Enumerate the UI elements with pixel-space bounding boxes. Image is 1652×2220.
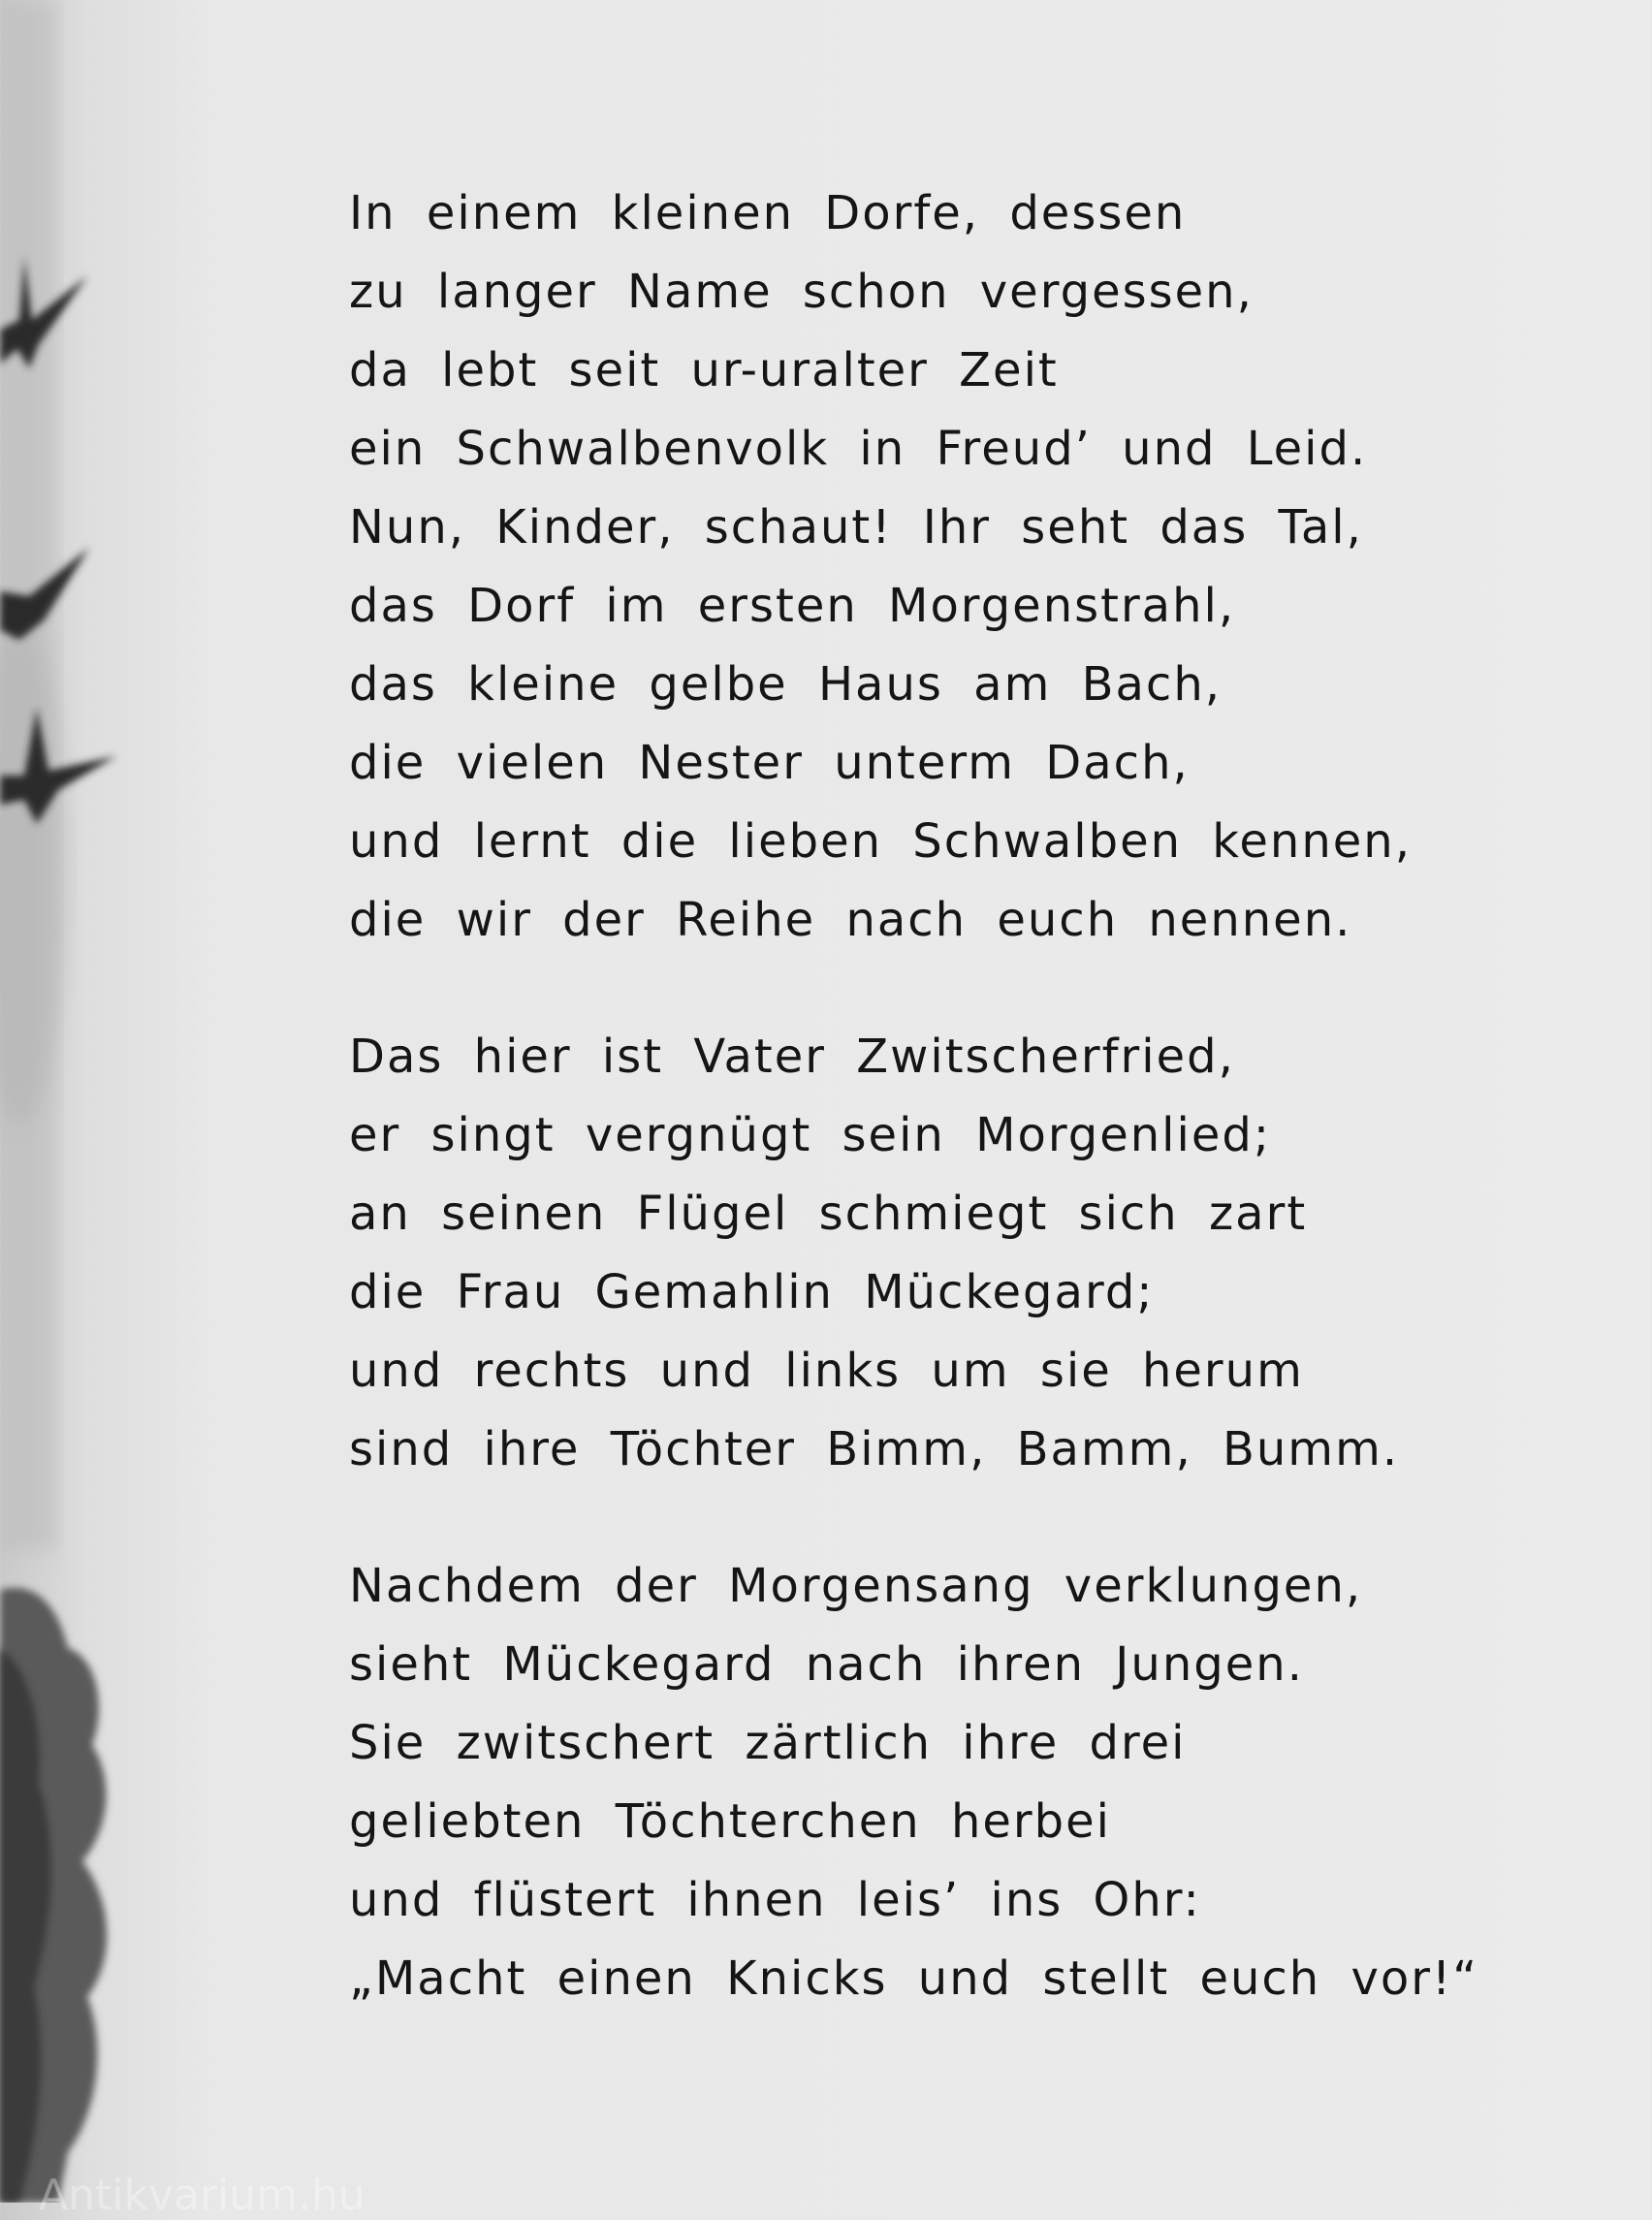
poem-line: geliebten Töchterchen herbei [349,1794,1111,1849]
poem-line: die wir der Reihe nach euch nennen. [349,893,1352,947]
poem-line: Nun, Kinder, schaut! Ihr seht das Tal, [349,500,1363,555]
poem-line: „Macht einen Knicks und stellt euch vor!“ [349,1951,1479,2006]
poem-line: und flüstert ihnen leis’ ins Ohr: [349,1873,1201,1927]
poem-line: an seinen Flügel schmiegt sich zart [349,1187,1308,1241]
poem-line: zu langer Name schon vergessen, [349,265,1254,319]
poem-line: ein Schwalbenvolk in Freud’ und Leid. [349,422,1368,476]
stanza [349,1547,1479,2018]
poem-line: er singt vergnügt sein Morgenlied; [349,1108,1272,1162]
poem-line: da lebt seit ur-uralter Zeit [349,343,1059,397]
poem-line: die vielen Nester unterm Dach, [349,736,1190,790]
poem-line: Sie zwitschert zärtlich ihre drei [349,1716,1187,1770]
poem [349,174,1479,2077]
tree-foliage-icon [0,1588,107,2203]
left-edge-illustration [0,0,194,2203]
stanza [349,1018,1454,1489]
poem-line: und rechts und links um sie herum [349,1344,1304,1398]
poem-line: die Frau Gemahlin Mückegard; [349,1265,1155,1319]
poem-line: sind ihre Töchter Bimm, Bamm, Bumm. [349,1422,1400,1476]
poem-line: Nachdem der Morgensang verklungen, [349,1559,1363,1613]
poem-line: In einem kleinen Dorfe, dessen [349,186,1187,240]
watermark: Antikvarium.hu [39,2171,365,2220]
poem-line: Das hier ist Vater Zwitscherfried, [349,1030,1235,1084]
poem-line: und lernt die lieben Schwalben kennen, [349,814,1412,869]
poem-line: das Dorf im ersten Morgenstrahl, [349,579,1236,633]
poem-line: sieht Mückegard nach ihren Jungen. [349,1637,1304,1692]
stanza [349,174,1454,960]
poem-line: das kleine gelbe Haus am Bach, [349,657,1222,712]
